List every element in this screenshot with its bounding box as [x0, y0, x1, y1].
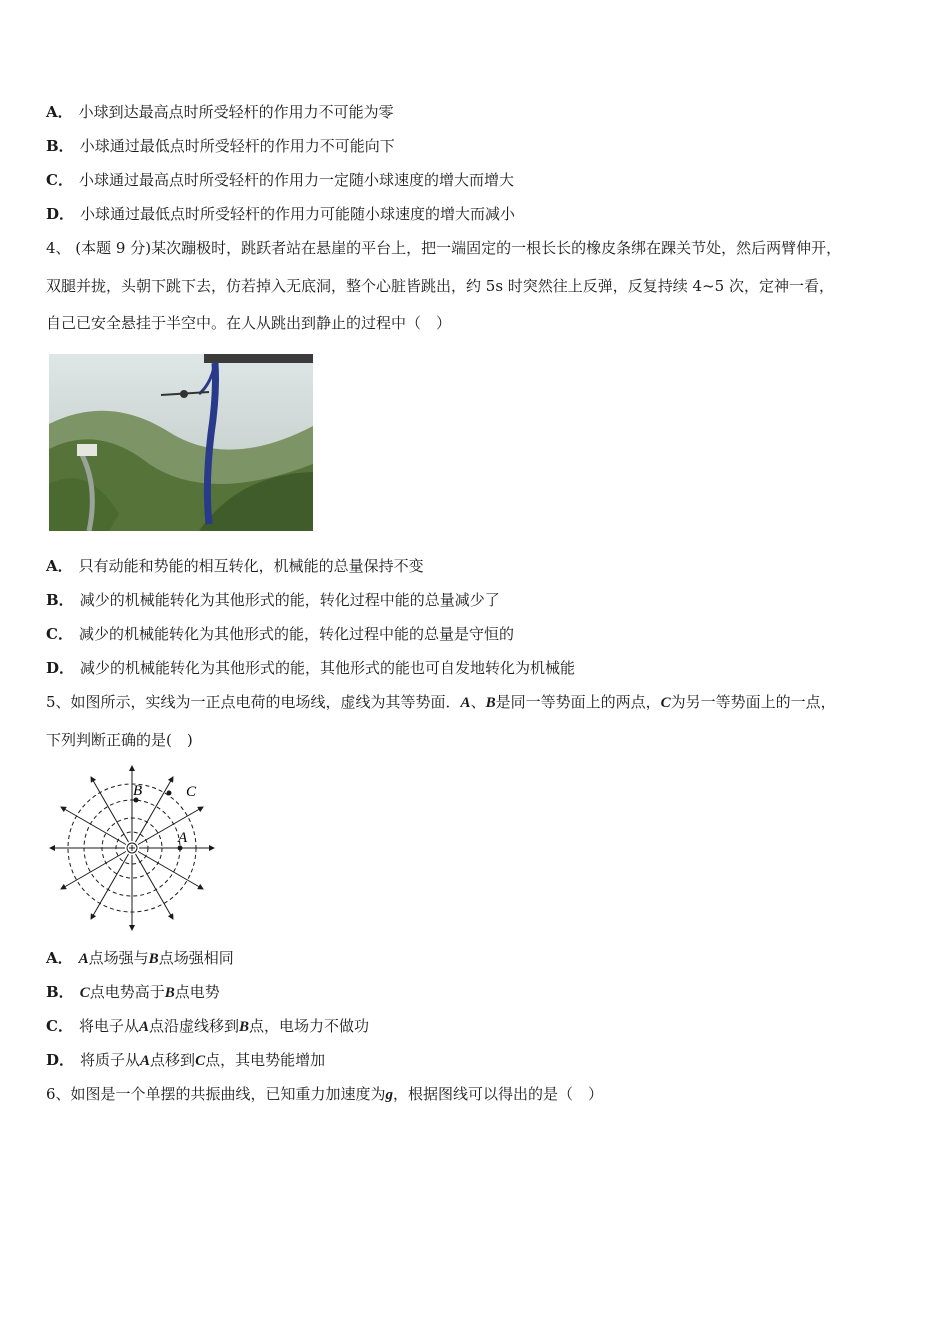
field-line — [91, 777, 129, 842]
q5-option-a: A． A点场强与B点场强相同 — [46, 949, 234, 967]
q4-option-d: D． 减少的机械能转化为其他形式的能，其他形式的能也可自发地转化为机械能 — [46, 659, 576, 677]
q4-option-c: C． 减少的机械能转化为其他形式的能，转化过程中能的总量是守恒的 — [46, 625, 514, 643]
field-line — [61, 852, 126, 890]
q5-option-c: C． 将电子从A点沿虚线移到B点，电场力不做功 — [46, 1017, 370, 1035]
q4-stem-line-1: 4、 (本题 9 分)某次蹦极时，跳跃者站在悬崖的平台上，把一端固定的一根长长的橡皮条绑在踝关节处，然后两臂伸开， — [46, 239, 842, 257]
q5-option-b: B． C点电势高于B点电势 — [46, 983, 220, 1001]
q4-stem-line-2: 双腿并拢，头朝下跳下去，仿若掉入无底洞，整个心脏皆跳出，约 5s 时突然往上反弹，反复持续 4~5 次，定神一看， — [46, 277, 834, 295]
field-line — [61, 807, 126, 845]
q3-option-c: C． 小球通过最高点时所受轻杆的作用力一定随小球速度的增大而增大 — [46, 171, 514, 189]
q3-option-b: B． 小球通过最低点时所受轻杆的作用力不可能向下 — [46, 137, 395, 155]
q4-option-b: B． 减少的机械能转化为其他形式的能，转化过程中能的总量减少了 — [46, 591, 500, 609]
q3-option-a: A． 小球到达最高点时所受轻杆的作用力不可能为零 — [46, 103, 394, 121]
field-line — [138, 852, 203, 890]
point-b-label: B — [133, 783, 143, 799]
field-line — [138, 807, 203, 845]
point-c-label: C — [186, 784, 197, 800]
point-a-label: A — [178, 830, 188, 846]
q4-option-a: A． 只有动能和势能的相互转化，机械能的总量保持不变 — [46, 557, 424, 575]
q3-option-d: D． 小球通过最低点时所受轻杆的作用力可能随小球速度的增大而减小 — [46, 205, 516, 223]
q5-stem-line-2: 下列判断正确的是( ) — [46, 731, 193, 749]
q4-stem-line-3: 自己已安全悬挂于半空中。在人从跳出到静止的过程中（ ） — [46, 314, 452, 332]
electric-field-diagram — [46, 764, 218, 932]
field-line — [91, 854, 129, 919]
q5-stem-line-1: 5、如图所示，实线为一正点电荷的电场线，虚线为其等势面．A、B是同一等势面上的两点，C为另一等势面上的一点， — [46, 693, 836, 711]
q6-stem: 6、如图是一个单摆的共振曲线，已知重力加速度为g，根据图线可以得出的是（ ） — [46, 1085, 604, 1103]
q5-option-d: D． 将质子从A点移到C点，其电势能增加 — [46, 1051, 326, 1069]
bungee-photo — [49, 354, 313, 531]
field-line — [136, 854, 174, 919]
